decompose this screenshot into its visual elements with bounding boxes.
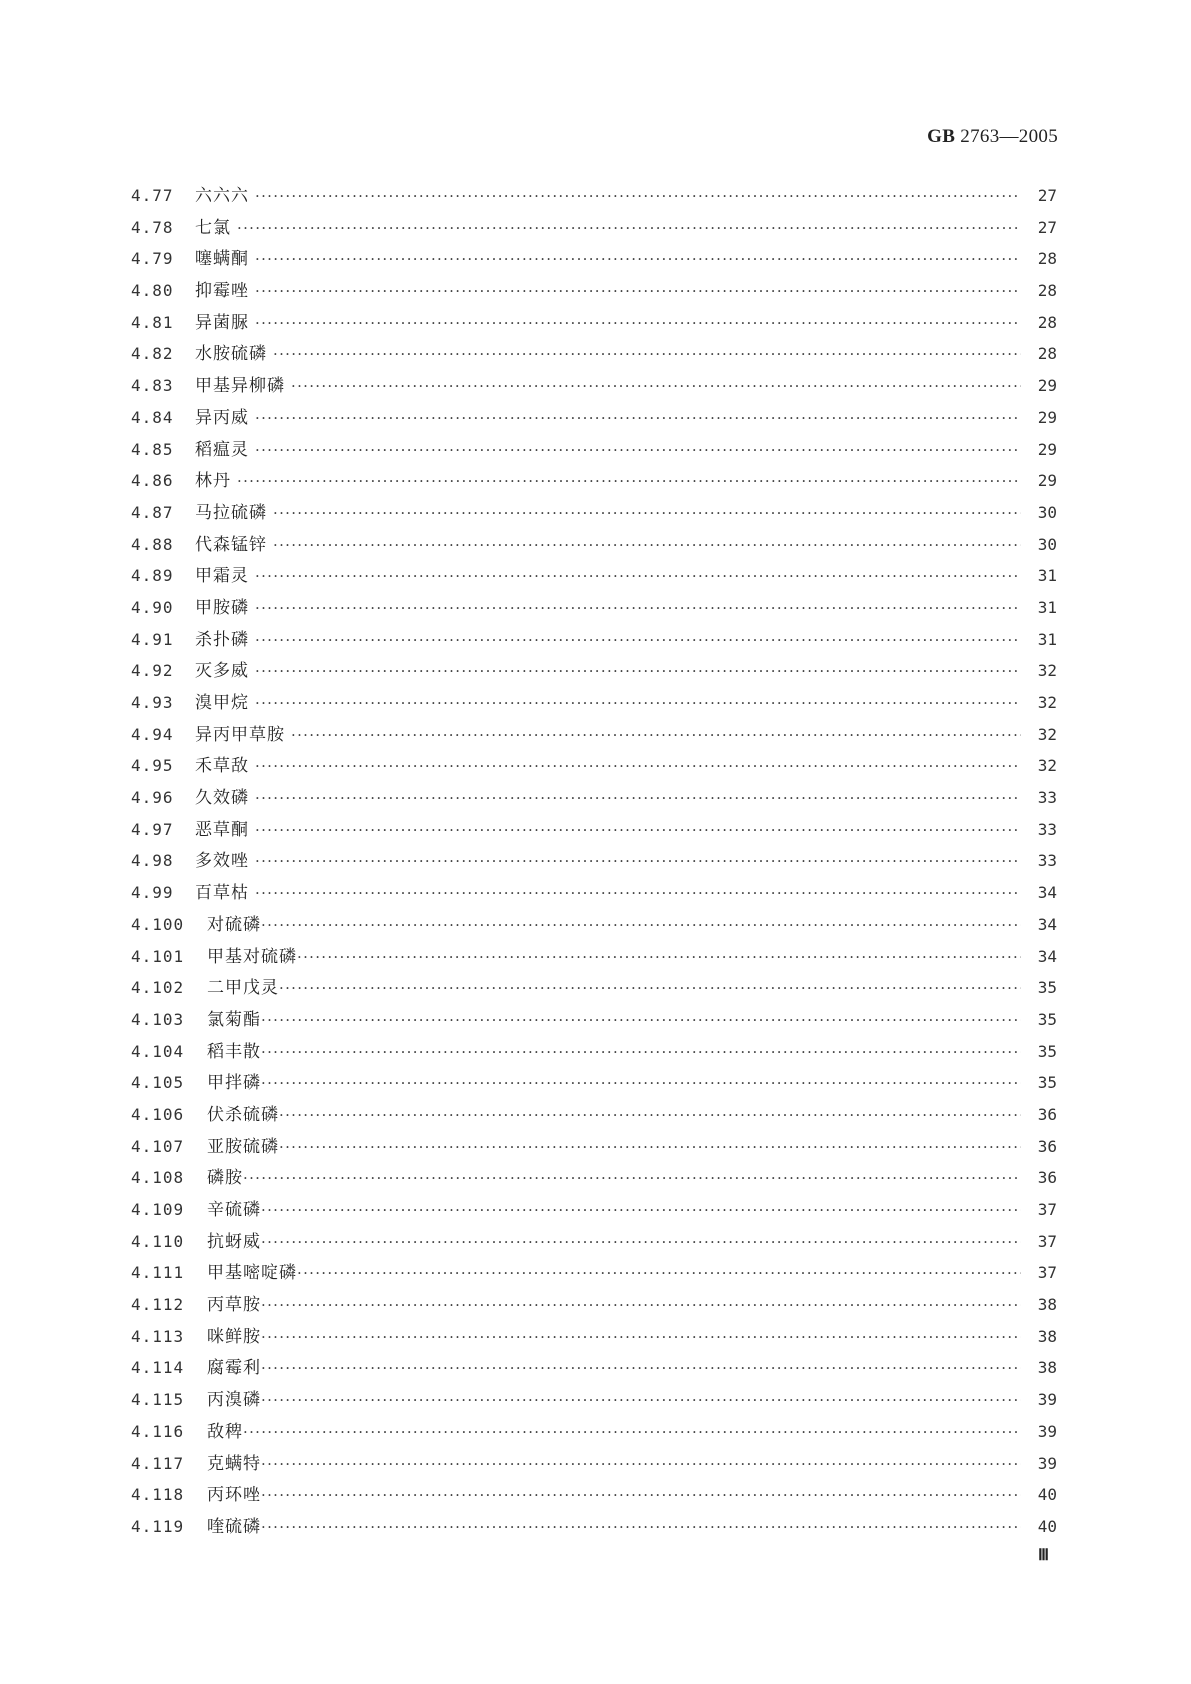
toc-entry[interactable] [131, 688, 1057, 720]
page-reference: 33 [1037, 788, 1057, 808]
section-number: 4.95 [131, 756, 174, 776]
section-title: 代森锰锌 [195, 534, 267, 555]
page-reference: 33 [1037, 819, 1057, 839]
page-reference: 29 [1037, 471, 1057, 491]
section-title: 伏杀硫磷 [207, 1104, 279, 1125]
section-number: 4.94 [131, 724, 174, 744]
toc-entry[interactable] [131, 1005, 1057, 1037]
toc-entry[interactable] [131, 1290, 1057, 1322]
section-number: 4.101 [131, 946, 185, 966]
toc-entry[interactable] [131, 244, 1057, 276]
dot-leader [255, 852, 1021, 870]
dot-leader [261, 1455, 1021, 1473]
section-number: 4.100 [131, 914, 185, 934]
dot-leader [261, 1391, 1021, 1409]
page-reference: 31 [1037, 597, 1057, 617]
section-title: 百草枯 [195, 883, 249, 904]
section-number: 4.106 [131, 1104, 185, 1124]
section-title: 腐霉利 [207, 1358, 261, 1379]
section-title: 甲拌磷 [207, 1073, 261, 1094]
section-number: 4.87 [131, 502, 174, 522]
section-title: 辛硫磷 [207, 1200, 261, 1220]
toc-entry[interactable] [131, 1480, 1057, 1512]
dot-leader [255, 187, 1021, 205]
section-title: 溴甲烷 [195, 693, 249, 713]
section-title: 二甲戊灵 [207, 978, 279, 999]
dot-leader [255, 599, 1021, 617]
toc-entry[interactable] [131, 339, 1057, 371]
section-title: 稻瘟灵 [195, 439, 249, 460]
section-number: 4.77 [131, 186, 174, 205]
toc-entry[interactable] [131, 910, 1057, 942]
page-reference: 37 [1037, 1263, 1057, 1283]
toc-entry[interactable] [131, 435, 1057, 467]
page-reference: 32 [1037, 693, 1057, 712]
section-number: 4.83 [131, 376, 174, 396]
dot-leader [261, 1233, 1021, 1251]
section-title: 多效唑 [195, 851, 249, 872]
section-number: 4.81 [131, 312, 174, 332]
section-title: 甲基异柳磷 [195, 376, 285, 397]
section-title: 恶草酮 [195, 819, 249, 840]
section-number: 4.110 [131, 1231, 185, 1251]
section-title: 七氯 [195, 217, 231, 238]
section-title: 林丹 [195, 471, 231, 492]
section-number: 4.107 [131, 1136, 185, 1156]
page-reference: 39 [1037, 1390, 1057, 1410]
toc-entry[interactable] [131, 1417, 1057, 1449]
page-reference: 34 [1037, 914, 1057, 934]
section-number: 4.102 [131, 978, 185, 998]
toc-entry[interactable] [131, 1258, 1057, 1290]
section-title: 稻丰散 [207, 1041, 261, 1062]
toc-entry[interactable] [131, 1037, 1057, 1069]
toc-entry[interactable] [131, 1353, 1057, 1385]
dot-leader [261, 1011, 1021, 1029]
toc-entry[interactable] [131, 625, 1057, 657]
dot-leader [261, 1359, 1021, 1377]
dot-leader [279, 1138, 1021, 1156]
section-title: 咪鲜胺 [207, 1326, 261, 1347]
section-title: 喹硫磷 [207, 1516, 261, 1537]
section-number: 4.109 [131, 1200, 185, 1219]
page-reference: 38 [1037, 1295, 1057, 1315]
section-number: 4.80 [131, 281, 174, 301]
section-number: 4.115 [131, 1390, 185, 1410]
dot-leader [255, 631, 1021, 649]
toc-entry[interactable] [131, 1068, 1057, 1100]
toc-entry[interactable] [131, 1322, 1057, 1354]
dot-leader [261, 1201, 1021, 1219]
toc-entry[interactable] [131, 276, 1057, 308]
dot-leader [291, 726, 1021, 744]
page-reference: 28 [1037, 249, 1057, 269]
page-reference: 31 [1037, 629, 1057, 649]
toc-entry[interactable] [131, 720, 1057, 752]
page-reference: 36 [1037, 1168, 1057, 1188]
section-number: 4.98 [131, 851, 174, 871]
dot-leader [255, 409, 1021, 427]
page-reference: 34 [1037, 883, 1057, 903]
section-title: 氯菊酯 [207, 1009, 261, 1030]
section-number: 4.96 [131, 788, 174, 808]
page-reference: 38 [1037, 1326, 1057, 1346]
section-number: 4.108 [131, 1168, 185, 1188]
page-reference: 40 [1037, 1485, 1057, 1505]
section-number: 4.97 [131, 819, 174, 839]
section-number: 4.82 [131, 344, 174, 364]
page-reference: 38 [1037, 1358, 1057, 1378]
page-reference: 30 [1037, 534, 1057, 554]
section-title: 克螨特 [207, 1453, 261, 1474]
toc-entry[interactable] [131, 1132, 1057, 1164]
section-number: 4.89 [131, 566, 174, 586]
section-title: 水胺硫磷 [195, 344, 267, 365]
page-reference: 32 [1037, 756, 1057, 776]
section-number: 4.118 [131, 1485, 185, 1505]
section-number: 4.114 [131, 1358, 185, 1378]
section-title: 杀扑磷 [195, 629, 249, 650]
standard-number: 2763—2005 [960, 126, 1058, 147]
section-number: 4.93 [131, 693, 174, 712]
dot-leader [291, 377, 1021, 395]
toc-entry[interactable] [131, 783, 1057, 815]
toc-entry[interactable] [131, 213, 1057, 245]
section-title: 六六六 [195, 186, 249, 206]
page-reference: 31 [1037, 566, 1057, 586]
dot-leader [255, 282, 1021, 300]
dot-leader [255, 441, 1021, 459]
page-reference: 29 [1037, 407, 1057, 427]
toc-entry[interactable] [131, 530, 1057, 562]
dot-leader [297, 948, 1021, 966]
dot-leader [297, 1264, 1021, 1282]
section-number: 4.90 [131, 597, 174, 617]
page-number-roman: Ⅲ [1038, 1547, 1049, 1564]
page-reference: 40 [1037, 1516, 1057, 1536]
section-number: 4.91 [131, 629, 174, 649]
page-reference: 32 [1037, 724, 1057, 744]
standard-code-header [927, 126, 1058, 148]
dot-leader [279, 1106, 1021, 1124]
section-number: 4.85 [131, 439, 174, 459]
section-number: 4.86 [131, 471, 174, 491]
dot-leader [273, 345, 1021, 363]
section-title: 噻螨酮 [195, 249, 249, 270]
toc-entry[interactable] [131, 1163, 1057, 1195]
dot-leader [261, 1296, 1021, 1314]
toc-entry[interactable] [131, 1512, 1057, 1544]
toc-entry[interactable] [131, 308, 1057, 340]
page-reference: 36 [1037, 1136, 1057, 1156]
toc-entry[interactable] [131, 403, 1057, 435]
section-title: 丙溴磷 [207, 1390, 261, 1411]
section-title: 敌稗 [207, 1421, 243, 1442]
page-reference: 39 [1037, 1421, 1057, 1441]
toc-entry[interactable] [131, 846, 1057, 878]
page-reference: 28 [1037, 281, 1057, 301]
toc-entry[interactable] [131, 466, 1057, 498]
toc-entry[interactable] [131, 942, 1057, 974]
dot-leader [243, 1423, 1021, 1441]
dot-leader [255, 884, 1021, 902]
section-number: 4.111 [131, 1263, 185, 1283]
page-reference: 28 [1037, 344, 1057, 364]
section-title: 禾草敌 [195, 756, 249, 777]
section-title: 抑霉唑 [195, 281, 249, 302]
dot-leader [237, 219, 1021, 237]
section-number: 4.103 [131, 1009, 185, 1029]
dot-leader [261, 1518, 1021, 1536]
dot-leader [255, 250, 1021, 268]
page-reference: 39 [1037, 1453, 1057, 1473]
section-title: 马拉硫磷 [195, 502, 267, 523]
dot-leader [261, 1486, 1021, 1504]
page-reference: 35 [1037, 1009, 1057, 1029]
dot-leader [255, 757, 1021, 775]
section-number: 4.84 [131, 407, 174, 427]
section-number: 4.119 [131, 1516, 185, 1536]
section-number: 4.113 [131, 1326, 185, 1346]
toc-entry[interactable] [131, 815, 1057, 847]
dot-leader [273, 504, 1021, 522]
section-title: 异丙甲草胺 [195, 724, 285, 745]
toc-entry[interactable] [131, 751, 1057, 783]
page-reference: 34 [1037, 946, 1057, 966]
section-number: 4.116 [131, 1421, 185, 1441]
standard-prefix: GB [927, 126, 956, 147]
section-title: 甲胺磷 [195, 597, 249, 618]
section-title: 异菌脲 [195, 312, 249, 333]
page-reference: 37 [1037, 1200, 1057, 1219]
section-title: 对硫磷 [207, 914, 261, 935]
toc-entry[interactable] [131, 498, 1057, 530]
section-title: 抗蚜威 [207, 1231, 261, 1252]
dot-leader [255, 694, 1021, 712]
section-number: 4.92 [131, 661, 174, 681]
toc-entry[interactable] [131, 973, 1057, 1005]
page-reference: 29 [1037, 439, 1057, 459]
toc-entry[interactable] [131, 1449, 1057, 1481]
section-title: 久效磷 [195, 788, 249, 809]
page-reference: 35 [1037, 1073, 1057, 1093]
toc-entry[interactable] [131, 371, 1057, 403]
section-title: 磷胺 [207, 1168, 243, 1189]
page-reference: 35 [1037, 978, 1057, 998]
section-title: 异丙威 [195, 407, 249, 428]
dot-leader [255, 789, 1021, 807]
page-reference: 37 [1037, 1231, 1057, 1251]
section-title: 丙环唑 [207, 1485, 261, 1506]
page-reference: 36 [1037, 1104, 1057, 1124]
page-reference: 30 [1037, 502, 1057, 522]
dot-leader [255, 821, 1021, 839]
section-number: 4.88 [131, 534, 174, 554]
section-number: 4.112 [131, 1295, 185, 1315]
toc-entry[interactable] [131, 593, 1057, 625]
toc-entry[interactable] [131, 181, 1057, 213]
toc-entry[interactable] [131, 878, 1057, 910]
toc-entry[interactable] [131, 1227, 1057, 1259]
page-reference: 28 [1037, 312, 1057, 332]
section-number: 4.99 [131, 883, 174, 903]
section-title: 甲基嘧啶磷 [207, 1263, 297, 1284]
section-title: 甲基对硫磷 [207, 946, 297, 967]
dot-leader [273, 536, 1021, 554]
section-number: 4.104 [131, 1041, 185, 1061]
dot-leader [243, 1169, 1021, 1187]
section-number: 4.105 [131, 1073, 185, 1093]
dot-leader [255, 662, 1021, 680]
toc-entry[interactable] [131, 561, 1057, 593]
section-title: 亚胺硫磷 [207, 1136, 279, 1157]
section-number: 4.117 [131, 1453, 185, 1473]
toc-entry[interactable] [131, 656, 1057, 688]
dot-leader [255, 567, 1021, 585]
table-of-contents [131, 181, 1057, 1544]
section-title: 丙草胺 [207, 1295, 261, 1316]
page-reference: 32 [1037, 661, 1057, 681]
dot-leader [279, 979, 1021, 997]
dot-leader [261, 1074, 1021, 1092]
page-reference: 33 [1037, 851, 1057, 871]
page-reference: 27 [1037, 217, 1057, 237]
dot-leader [261, 1328, 1021, 1346]
dot-leader [237, 472, 1021, 490]
page-reference: 29 [1037, 376, 1057, 396]
dot-leader [261, 1043, 1021, 1061]
page-reference: 27 [1037, 186, 1057, 205]
page-reference: 35 [1037, 1041, 1057, 1061]
toc-entry[interactable] [131, 1385, 1057, 1417]
section-title: 灭多威 [195, 661, 249, 682]
section-number: 4.79 [131, 249, 174, 269]
dot-leader [261, 916, 1021, 934]
section-number: 4.78 [131, 217, 174, 237]
toc-entry[interactable] [131, 1195, 1057, 1227]
section-title: 甲霜灵 [195, 566, 249, 587]
toc-entry[interactable] [131, 1100, 1057, 1132]
dot-leader [255, 314, 1021, 332]
